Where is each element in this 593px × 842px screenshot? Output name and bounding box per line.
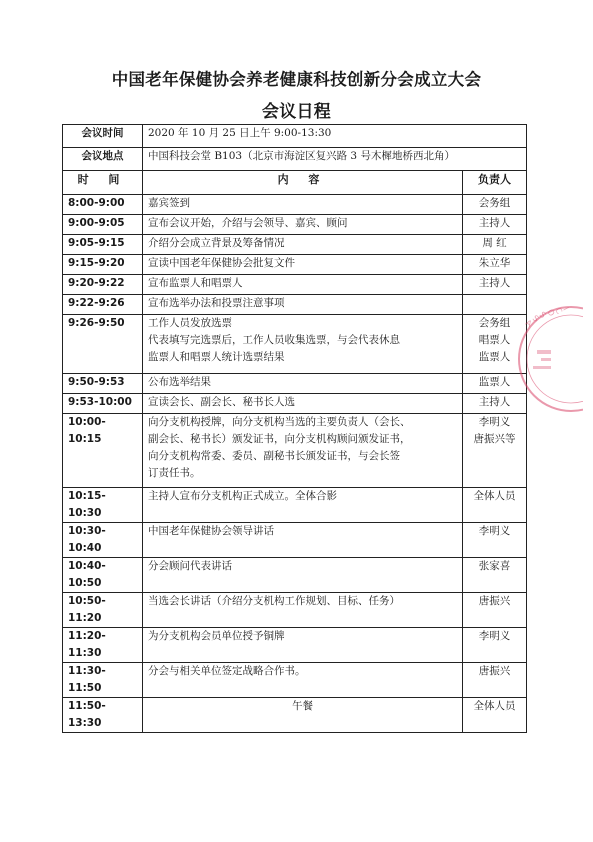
- row-time: 9:50-9:53: [63, 374, 143, 394]
- schedule-table: [62, 124, 527, 733]
- row-content: [143, 295, 463, 315]
- row-content: [143, 394, 463, 414]
- schedule-row: [63, 275, 527, 295]
- row-content: [143, 628, 463, 663]
- row-owner-line: 主持人: [478, 277, 511, 289]
- schedule-row: [63, 255, 527, 275]
- row-owner-line: 主持人: [478, 396, 511, 408]
- row-owner: [462, 275, 526, 295]
- row-content: [143, 235, 463, 255]
- row-content-line: 公布选举结果: [148, 376, 211, 388]
- svg-text:A: A: [523, 318, 534, 329]
- svg-text:I: I: [561, 305, 571, 313]
- svg-text:S: S: [537, 309, 548, 320]
- info-value: 2020 年 10 月 25 日上午 9:00-13:30: [143, 125, 527, 148]
- row-content-line: 午餐: [291, 700, 313, 712]
- row-owner: [462, 593, 526, 628]
- schedule-row: [63, 394, 527, 414]
- row-owner-line: 周 红: [482, 237, 507, 249]
- row-content-line: 订责任书。: [148, 467, 201, 479]
- row-owner-line: 会务组: [478, 197, 511, 209]
- row-time: 9:00-9:05: [63, 215, 143, 235]
- svg-text:O: O: [545, 307, 557, 319]
- row-time: 9:20-9:22: [63, 275, 143, 295]
- row-owner: [462, 698, 526, 733]
- row-time: 10:40-10:50: [63, 558, 143, 593]
- row-owner-line: 唐振兴等: [473, 433, 516, 445]
- row-content-line: 当选会长讲话（介绍分支机构工作规划、目标、任务）: [148, 595, 400, 607]
- row-content-line: 代表填写完选票后，工作人员收集选票，与会代表休息: [148, 334, 400, 346]
- svg-text:C: C: [553, 306, 564, 316]
- row-time: 9:05-9:15: [63, 235, 143, 255]
- info-label: 会议地点: [63, 148, 143, 171]
- schedule-row: [63, 235, 527, 255]
- schedule-row: [63, 195, 527, 215]
- row-content-line: 宣布会议开始，介绍与会领导、嘉宾、顾问: [148, 217, 348, 229]
- row-content-line: 中国老年保健协会领导讲话: [148, 525, 274, 537]
- row-content: [143, 593, 463, 628]
- row-content: [143, 663, 463, 698]
- row-content: [143, 195, 463, 215]
- row-content-line: 分会与相关单位签定战略合作书。: [148, 665, 306, 677]
- row-owner-line: 唐振兴: [478, 595, 511, 607]
- row-owner: [462, 255, 526, 275]
- row-content: [143, 255, 463, 275]
- row-content-line: 宣读中国老年保健协会批复文件: [148, 257, 295, 269]
- row-owner-line: 唱票人: [478, 334, 511, 346]
- row-content-line: 为分支机构会员单位授予铜牌: [148, 630, 285, 642]
- row-owner-line: 唐振兴: [478, 665, 511, 677]
- schedule-row: [63, 315, 527, 374]
- row-owner-line: 监票人: [478, 351, 511, 363]
- row-owner: [462, 628, 526, 663]
- row-owner-line: 全体人员: [473, 490, 516, 502]
- row-owner-line: 李明义: [478, 525, 511, 537]
- row-content-line: 主持人宣布分支机构正式成立。全体合影: [148, 490, 337, 502]
- row-content: [143, 215, 463, 235]
- row-content: [143, 488, 463, 523]
- row-owner-line: 张家喜: [478, 560, 511, 572]
- schedule-row: [63, 215, 527, 235]
- row-content-line: 向分支机构常委、委员、副秘书长颁发证书，与会长签: [148, 450, 400, 462]
- row-time: 10:30-10:40: [63, 523, 143, 558]
- header-content: 内 容: [143, 171, 463, 195]
- row-time: 10:50-11:20: [63, 593, 143, 628]
- info-row-time: [63, 125, 527, 148]
- row-owner: [462, 523, 526, 558]
- row-content-line: 介绍分会成立背景及筹备情况: [148, 237, 285, 249]
- row-content-line: 副会长、秘书长）颁发证书，向分支机构顾问颁发证书，: [148, 433, 411, 445]
- page-subtitle: 会议日程: [261, 102, 332, 122]
- svg-text:S: S: [530, 313, 541, 324]
- row-content-line: 分会顾问代表讲话: [148, 560, 232, 572]
- row-owner-line: 会务组: [478, 317, 511, 329]
- row-owner-line: 朱立华: [478, 257, 511, 269]
- row-content: [143, 315, 463, 374]
- row-owner: [462, 558, 526, 593]
- row-owner: [462, 195, 526, 215]
- schedule-row: [63, 414, 527, 488]
- info-label: 会议时间: [63, 125, 143, 148]
- row-owner-line: 李明义: [478, 416, 511, 428]
- info-value: 中国科技会堂 B103（北京市海淀区复兴路 3 号木樨地桥西北角）: [143, 148, 527, 171]
- row-time: 10:00-10:15: [63, 414, 143, 488]
- row-time: 9:26-9:50: [63, 315, 143, 374]
- schedule-row: [63, 488, 527, 523]
- schedule-row: [63, 628, 527, 663]
- schedule-row: [63, 295, 527, 315]
- row-time: 11:30-11:50: [63, 663, 143, 698]
- schedule-row: [63, 523, 527, 558]
- row-time: 11:20-11:30: [63, 628, 143, 663]
- row-owner: [462, 488, 526, 523]
- row-owner-line: 监票人: [478, 376, 511, 388]
- page-title: 中国老年保健协会养老健康科技创新分会成立大会: [111, 70, 482, 89]
- row-content-line: 嘉宾签到: [148, 197, 190, 209]
- row-time: 9:22-9:26: [63, 295, 143, 315]
- row-content-line: 宣布选举办法和投票注意事项: [148, 297, 285, 309]
- row-content-line: 工作人员发放选票: [148, 317, 232, 329]
- header-owner: 负责人: [462, 171, 526, 195]
- row-time: 11:50-13:30: [63, 698, 143, 733]
- schedule-row: [63, 663, 527, 698]
- row-content: [143, 698, 463, 733]
- row-time: 9:53-10:00: [63, 394, 143, 414]
- row-owner: [462, 215, 526, 235]
- row-owner-line: 主持人: [478, 217, 511, 229]
- row-content: [143, 374, 463, 394]
- row-time: 8:00-9:00: [63, 195, 143, 215]
- schedule-row: [63, 558, 527, 593]
- schedule-row: [63, 698, 527, 733]
- row-owner-line: 全体人员: [473, 700, 516, 712]
- row-content-line: 宣读会长、副会长、秘书长人选: [148, 396, 295, 408]
- header-row: [63, 171, 527, 195]
- row-content-line: 监票人和唱票人统计选票结果: [148, 351, 285, 363]
- row-content: [143, 414, 463, 488]
- schedule-row: [63, 593, 527, 628]
- header-time: 时 间: [63, 171, 143, 195]
- row-content-line: 宣布监票人和唱票人: [148, 277, 243, 289]
- row-content: [143, 275, 463, 295]
- row-content-line: 向分支机构授牌，向分支机构当选的主要负责人（会长、: [148, 416, 411, 428]
- seal-stamp: [503, 300, 583, 418]
- row-owner: [462, 414, 526, 488]
- row-owner: [462, 663, 526, 698]
- row-content: [143, 558, 463, 593]
- row-time: 10:15-10:30: [63, 488, 143, 523]
- info-row-place: [63, 148, 527, 171]
- row-content: [143, 523, 463, 558]
- row-owner: [462, 235, 526, 255]
- row-owner-line: 李明义: [478, 630, 511, 642]
- row-time: 9:15-9:20: [63, 255, 143, 275]
- schedule-row: [63, 374, 527, 394]
